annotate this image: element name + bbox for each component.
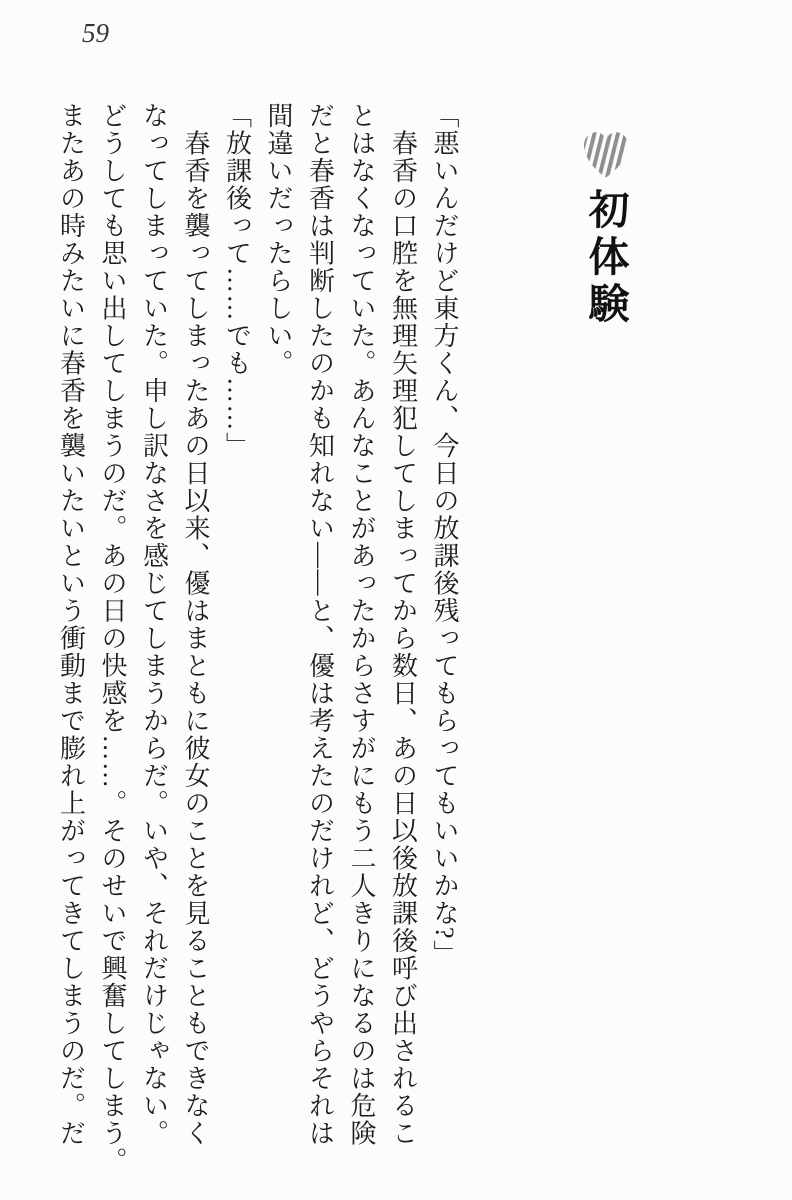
text-column: 春香の口腔を無理矢理犯してしまってから数日、あの日以後放課後呼び出されるこ (388, 102, 418, 1147)
chapter-header (576, 128, 636, 329)
text-column: どうしても思い出してしまうのだ。あの日の快感を……。そのせいで興奮してしまう。 (98, 102, 127, 1175)
text-column: 春香を襲ってしまったあの日以来、優はまともに彼女のことを見ることもできなく (181, 102, 210, 1147)
text-column: 「悪いんだけど東方くん、今日の放課後残ってもらってもいいかな?」 (430, 102, 459, 968)
chapter-title: 初体験 (582, 188, 629, 329)
striped-heart-icon (578, 128, 634, 181)
text-column: だと春香は判断したのかも知れない――と、優は考えたのだけれど、どうやらそれは (305, 102, 335, 1147)
text-column: なってしまっていた。申し訳なさを感じてしまうからだ。いや、それだけじゃない。 (139, 102, 169, 1147)
text-column: 間違いだったらしい。 (264, 102, 293, 377)
text-column: またあの時みたいに春香を襲いたいという衝動まで膨れ上がってきてしまうのだ。だ (56, 102, 86, 1147)
text-column: 「放課後って……でも……」 (222, 102, 252, 460)
page-number: 59 (82, 18, 109, 48)
body-text (40, 102, 465, 1197)
text-column: とはなくなっていた。あんなことがあったからさすがにもう二人きりになるのは危険 (347, 102, 376, 1147)
